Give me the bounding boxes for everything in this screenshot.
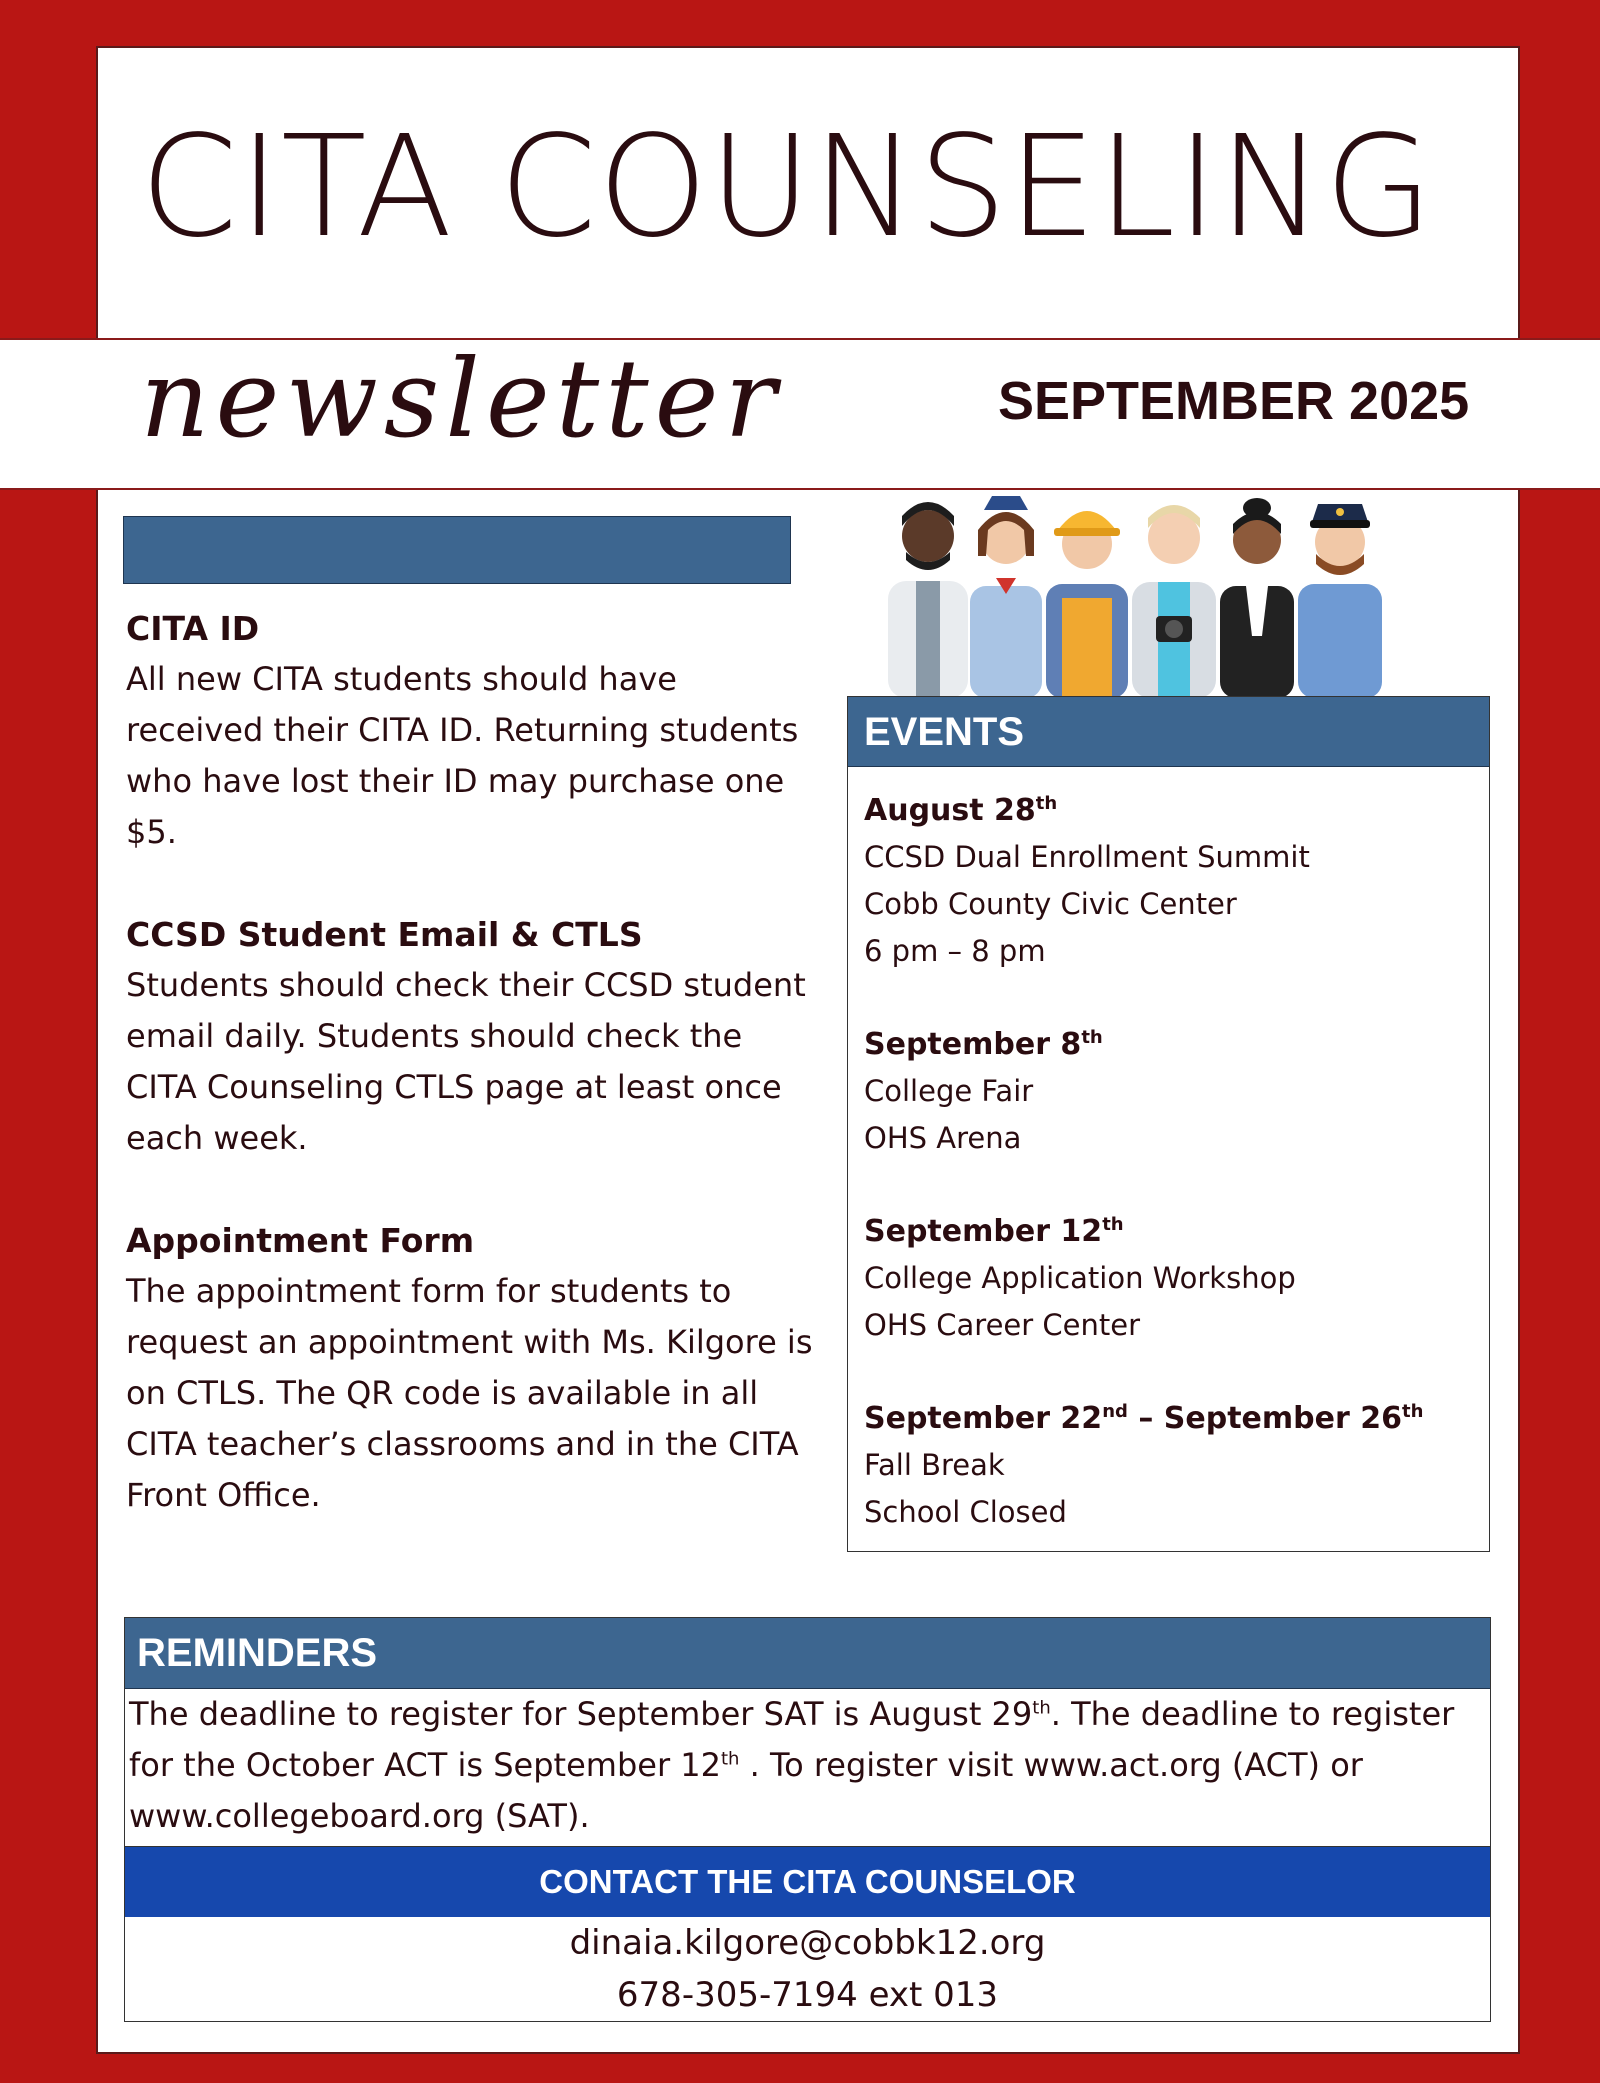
contact-heading: CONTACT THE CITA COUNSELOR <box>125 1847 1490 1917</box>
events-panel <box>847 696 1490 1552</box>
issue-date: SEPTEMBER 2025 <box>998 371 1470 431</box>
business-woman-figure <box>1220 498 1294 698</box>
contact-panel <box>124 1846 1491 2022</box>
police-officer-figure <box>1298 504 1382 698</box>
event-line: College Fair <box>864 1074 1034 1108</box>
event-item <box>864 1021 1473 1162</box>
blank-blue-banner <box>123 516 791 584</box>
events-heading: EVENTS <box>848 697 1489 767</box>
event-line: College Application Workshop <box>864 1261 1296 1295</box>
event-item <box>864 787 1473 975</box>
event-line: School Closed <box>864 1495 1067 1529</box>
announcements-column <box>126 604 816 1573</box>
event-line: Fall Break <box>864 1448 1005 1482</box>
flight-attendant-figure <box>970 496 1042 698</box>
event-item <box>864 1208 1473 1349</box>
event-date: August 28th <box>864 793 1058 828</box>
contact-phone: 678-305-7194 ext 013 <box>616 1975 999 2015</box>
section-email-ctls <box>126 910 816 1164</box>
section-body: The appointment form for students to request an appointment with Ms. Kilgore is on CTLS. The QR code is available in all CITA teacher’s classrooms and in the CITA Front Office. <box>126 1272 813 1514</box>
section-heading: CCSD Student Email & CTLS <box>126 915 643 954</box>
event-item <box>864 1395 1473 1536</box>
reminders-text: The deadline to register for September SAT is August 29th. The deadline to register for the October ACT is September 12th . To register visit www.act.org (ACT) or www.collegeboard.org (SAT). <box>129 1695 1455 1835</box>
photographer-figure <box>1132 505 1216 698</box>
section-body: All new CITA students should have received their CITA ID. Returning students who have lost their ID may purchase one $5. <box>126 660 799 851</box>
event-date: September 22nd – September 26th <box>864 1401 1424 1436</box>
event-date: September 12th <box>864 1214 1124 1249</box>
event-line: CCSD Dual Enrollment Summit <box>864 840 1310 874</box>
events-list <box>848 767 1489 1536</box>
reminders-heading: REMINDERS <box>125 1618 1490 1689</box>
careers-illustration <box>866 486 1486 698</box>
event-line: Cobb County Civic Center <box>864 887 1237 921</box>
section-appointment-form <box>126 1216 816 1521</box>
event-line: 6 pm – 8 pm <box>864 934 1046 968</box>
section-cita-id <box>126 604 816 858</box>
doctor-figure <box>888 502 968 698</box>
event-date: September 8th <box>864 1027 1103 1062</box>
event-line: OHS Arena <box>864 1121 1022 1155</box>
section-heading: CITA ID <box>126 609 260 648</box>
contact-email: dinaia.kilgore@cobbk12.org <box>569 1923 1046 1963</box>
section-body: Students should check their CCSD student email daily. Students should check the CITA Counseling CTLS page at least once each week. <box>126 966 806 1157</box>
reminders-panel <box>124 1617 1491 1847</box>
newsletter-script-word: newsletter <box>140 337 783 462</box>
newsletter-title: CITA COUNSELING <box>140 106 1434 269</box>
section-heading: Appointment Form <box>126 1221 475 1260</box>
event-line: OHS Career Center <box>864 1308 1140 1342</box>
construction-worker-figure <box>1046 511 1128 698</box>
